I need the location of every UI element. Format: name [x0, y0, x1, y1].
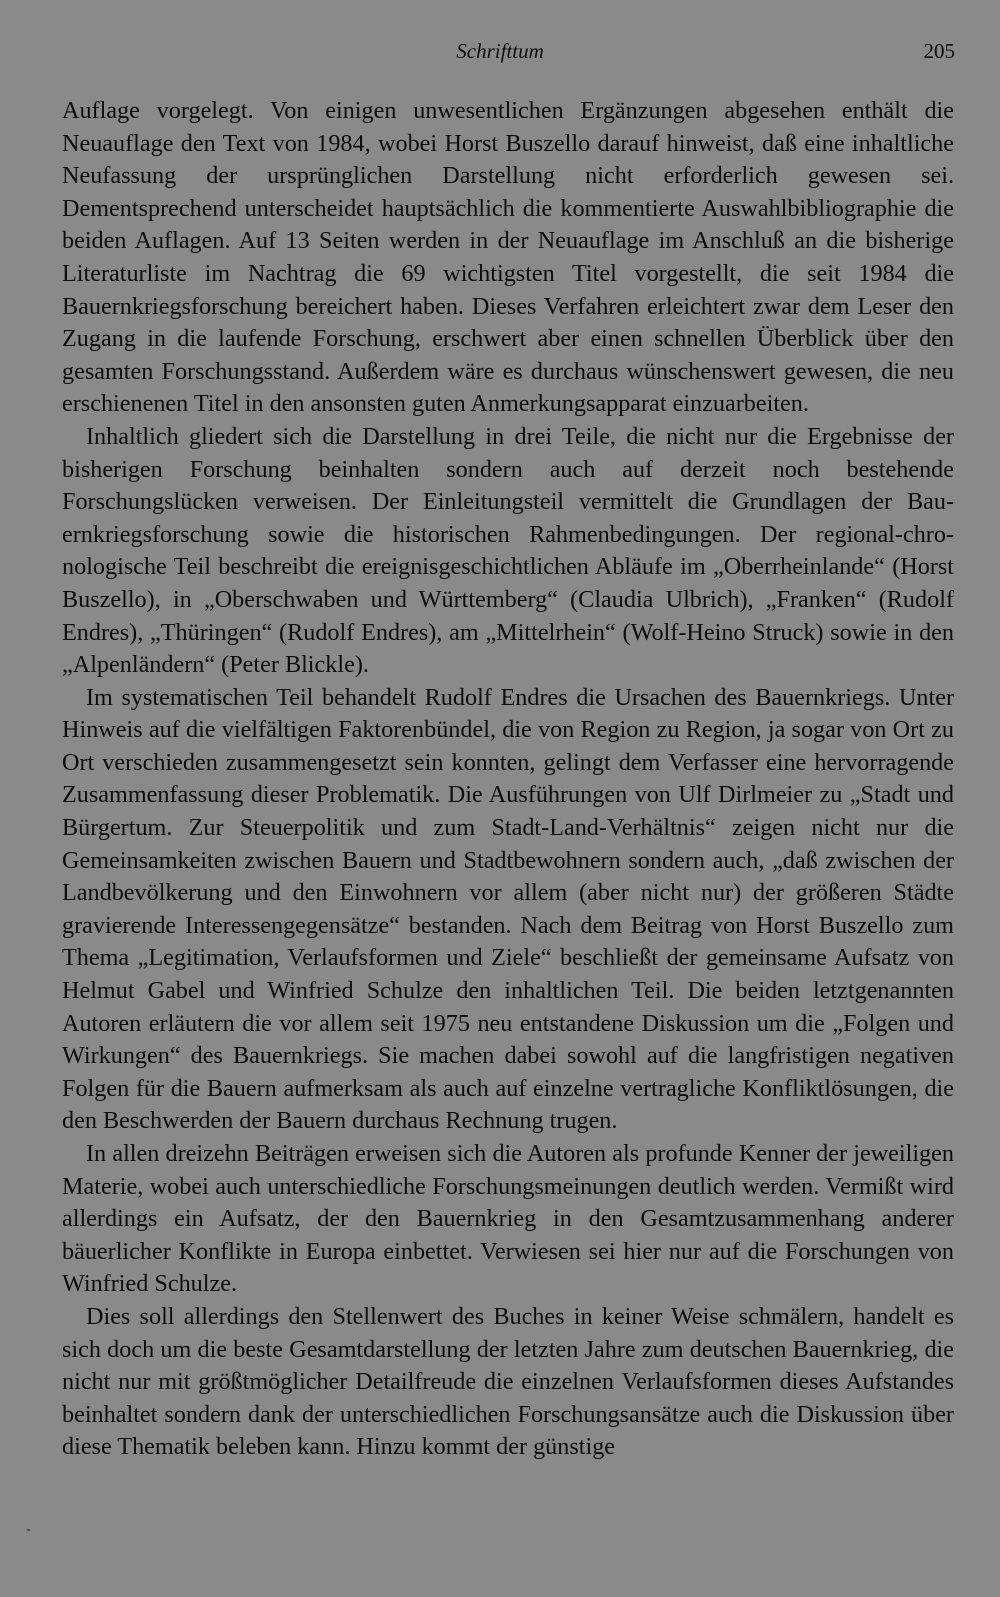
- running-title: Schrifttum: [456, 39, 544, 63]
- paragraph-4: In allen dreizehn Beiträgen erweisen sich die Autoren als profunde Kenner der jeweiligen Materie, wobei auch unterschiedliche Forschungsmeinungen deutlich werden. Vermißt wird allerdings ein Aufsatz, der den Bauernkrieg in den Gesamtzusammenhang anderer bäuerlicher Konflikte in Europa einbettet. Verwiesen sei hier nur auf die Forschungen von Winfried Schulze.: [62, 1140, 954, 1298]
- paragraph-2: Inhaltlich gliedert sich die Darstellung in drei Teile, die nicht nur die Ergebnisse der bisherigen Forschung beinhalten sondern auch auf derzeit noch bestehende Forschungslücken verweisen. Der Einleitungsteil vermittelt die Grundlagen der Bauernkriegsforschung sowie die historischen Rahmenbedingungen. Der regional-chronologische Teil beschreibt die ereignisgeschichtlichen Abläufe im „Oberrheinlande“ (Horst Buszello), in „Oberschwaben und Württemberg“ (Claudia Ulbrich), „Franken“ (Rudolf Endres), „Thüringen“ (Rudolf Endres), am „Mittelrhein“ (Wolf-Heino Struck) sowie in den „Alpenländern“ (Peter Blickle).: [62, 422, 954, 679]
- paragraph-1: Auflage vorgelegt. Von einigen unwesentlichen Ergänzungen abgesehen enthält die Neuauflage den Text von 1984, wobei Horst Buszello darauf hinweist, daß eine inhaltliche Neufassung der ursprünglichen Darstellung nicht erforderlich gewesen sei. Dementsprechend unterscheidet hauptsächlich die kommentierte Auswahlbibliographie die beiden Auflagen. Auf 13 Seiten werden in der Neuauflage im Anschluß an die bisherige Literaturliste im Nachtrag die 69 wichtigsten Titel vorgestellt, die seit 1984 die Bauernkriegsforschung bereichert haben. Dieses Verfahren erleichtert zwar dem Leser den Zugang in die laufende Forschung, erschwert aber einen schnellen Überblick über den gesamten Forschungsstand. Außerdem wäre es durchaus wünschenswert gewesen, die neu erschienenen Titel in den ansonsten guten Anmerkungsapparat einzuarbeiten.: [62, 97, 954, 418]
- margin-mark: -: [26, 1522, 31, 1537]
- page-number: 205: [923, 39, 955, 63]
- running-head: [0, 36, 1000, 66]
- paragraph-5: Dies soll allerdings den Stellenwert des Buches in keiner Weise schmälern, handelt es sich doch um die beste Gesamtdarstellung der letzten Jahre zum deutschen Bauernkrieg, die nicht nur mit größtmöglicher Detailfreude die einzelnen Verlaufsformen dieses Aufstandes beinhaltet sondern dank der unterschiedlichen Forschungsansätze auch die Diskussion über diese Thematik beleben kann. Hinzu kommt der günstige: [62, 1302, 954, 1461]
- paragraph-3: Im systematischen Teil behandelt Rudolf Endres die Ursachen des Bauernkriegs. Unter Hinweis auf die vielfältigen Faktorenbündel, die von Region zu Region, ja sogar von Ort zu Ort verschieden zusammengesetzt sein konnten, gelingt dem Verfasser eine hervorragende Zusammenfassung dieser Problematik. Die Ausführungen von Ulf Dirlmeier zu „Stadt und Bürgertum. Zur Steuerpolitik und zum Stadt-Land-Verhältnis“ zeigen nicht nur die Gemeinsamkeiten zwischen Bauern und Stadtbewohnern sondern auch, „daß zwischen der Landbevölkerung und den Einwohnern vor allem (aber nicht nur) der größeren Städte gravierende Interessengegensätze“ bestanden. Nach dem Beitrag von Horst Buszello zum Thema „Legitimation, Verlaufsformen und Ziele“ beschließt der gemeinsame Aufsatz von Helmut Gabel und Winfried Schulze den inhaltlichen Teil. Die beiden letztgenannten Autoren erläutern die vor allem seit 1975 neu entstandene Diskussion um die „Folgen und Wirkungen“ des Bauernkriegs. Sie machen dabei sowohl auf die langfristigen negativen Folgen für die Bauern aufmerksam als auch auf einzelne vertragliche Konfliktlösungen, die den Beschwerden der Bauern durchaus Rechnung trugen.: [62, 683, 954, 1135]
- body-text: [62, 95, 954, 1464]
